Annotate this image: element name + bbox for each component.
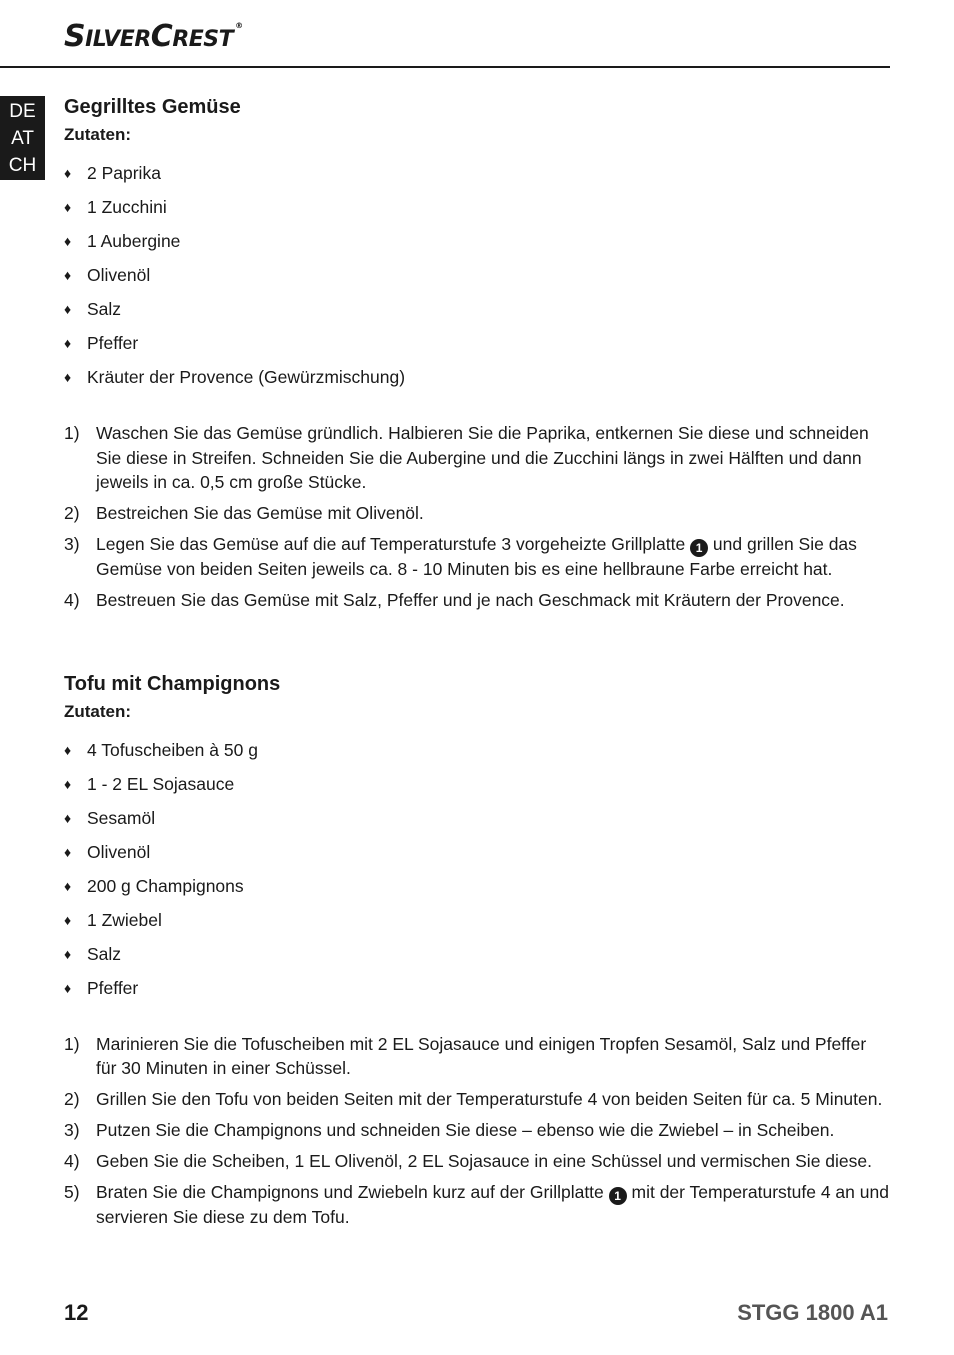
- list-item: ♦ Sesamöl: [64, 801, 890, 835]
- lang-de: DE: [9, 100, 36, 122]
- silvercrest-logo: SILVERCREST®: [64, 19, 243, 54]
- page-content: [64, 92, 890, 1236]
- diamond-bullet-icon: ♦: [64, 843, 72, 860]
- step-item: 4) Geben Sie die Scheiben, 1 EL Olivenöl, 2 EL Sojasauce in eine Schüssel und vermischen Sie diese.: [64, 1151, 872, 1171]
- header-rule: [0, 66, 890, 68]
- step-item: 3) Legen Sie das Gemüse auf die auf Temperaturstufe 3 vorgeheizte Grillplatte 1 und grillen Sie das Gemüse von beiden Seiten jeweils ca. 8 - 10 Minuten bis es eine hellbraune Farbe erreicht hat.: [64, 534, 857, 579]
- page-number: 12: [64, 1300, 89, 1325]
- list-item: ♦ Salz: [64, 937, 890, 971]
- ingredients-label: Zutaten:: [64, 125, 132, 144]
- list-item: ♦ Pfeffer: [64, 326, 890, 360]
- section-title: Tofu mit Champignons: [64, 672, 281, 695]
- step-list: [64, 1032, 890, 1230]
- diamond-bullet-icon: ♦: [64, 165, 72, 181]
- diamond-bullet-icon: ♦: [64, 369, 72, 385]
- grill-plate-marker-icon: 1: [609, 1187, 627, 1205]
- list-item: ♦ 200 g Champignons: [64, 869, 890, 903]
- list-item: ♦ 2 Paprika: [64, 156, 890, 190]
- list-item: ♦ 1 Zucchini: [64, 190, 890, 224]
- model-number: STGG 1800 A1: [737, 1300, 888, 1325]
- diamond-bullet-icon: ♦: [64, 335, 72, 351]
- list-item: ♦ Pfeffer: [64, 971, 890, 1005]
- diamond-bullet-icon: ♦: [64, 775, 72, 792]
- list-item: ♦ 1 Aubergine: [64, 224, 890, 258]
- step-item: 5) Braten Sie die Champignons und Zwiebeln kurz auf der Grillplatte 1 mit der Temperaturstufe 4 an und servieren Sie diese zu dem Tofu.: [64, 1182, 889, 1227]
- step-item: 2) Bestreichen Sie das Gemüse mit Olivenöl.: [64, 503, 424, 523]
- language-tab: [0, 96, 45, 180]
- list-item: ♦ Olivenöl: [64, 258, 890, 292]
- diamond-bullet-icon: ♦: [64, 267, 72, 283]
- diamond-bullet-icon: ♦: [64, 199, 72, 215]
- step-item: 4) Bestreuen Sie das Gemüse mit Salz, Pfeffer und je nach Geschmack mit Kräutern der Provence.: [64, 590, 845, 610]
- diamond-bullet-icon: ♦: [64, 741, 72, 758]
- step-list: [64, 421, 890, 613]
- list-item: ♦ Olivenöl: [64, 835, 890, 869]
- grill-plate-marker-icon: 1: [690, 539, 708, 557]
- diamond-bullet-icon: ♦: [64, 911, 72, 928]
- ingredients-label: Zutaten:: [64, 701, 132, 721]
- diamond-bullet-icon: ♦: [64, 233, 72, 249]
- diamond-bullet-icon: ♦: [64, 979, 72, 996]
- lang-ch: CH: [8, 154, 37, 176]
- list-item: ♦ 1 Zwiebel: [64, 903, 890, 937]
- list-item: ♦ Salz: [64, 292, 890, 326]
- diamond-bullet-icon: ♦: [64, 301, 72, 317]
- ingredient-list: [64, 156, 890, 394]
- list-item: ♦ 4 Tofuscheiben à 50 g: [64, 733, 890, 767]
- step-item: 1) Marinieren Sie die Tofuscheiben mit 2 EL Sojasauce und einigen Tropfen Sesamöl, Salz und Pfeffer für 30 Minuten in einer Schüssel.: [64, 1033, 867, 1078]
- section-title: Gegrilltes Gemüse: [64, 96, 241, 118]
- step-item: 3) Putzen Sie die Champignons und schneiden Sie diese – ebenso wie die Zwiebel – in Scheiben.: [64, 1120, 835, 1140]
- diamond-bullet-icon: ♦: [64, 809, 72, 826]
- diamond-bullet-icon: ♦: [64, 877, 72, 894]
- list-item: ♦ 1 - 2 EL Sojasauce: [64, 767, 890, 801]
- ingredient-list: [64, 733, 890, 1005]
- lang-at: AT: [11, 127, 34, 149]
- step-item: 2) Grillen Sie den Tofu von beiden Seiten mit der Temperaturstufe 4 von beiden Seiten für ca. 5 Minuten.: [64, 1089, 883, 1109]
- list-item: ♦ Kräuter der Provence (Gewürzmischung): [64, 360, 890, 394]
- diamond-bullet-icon: ♦: [64, 945, 72, 962]
- step-item: 1) Waschen Sie das Gemüse gründlich. Halbieren Sie die Paprika, entkernen Sie diese und schneiden Sie diese in Streifen. Schneiden Sie die Aubergine und die Zucchini längs in zwei Hälften und dann jeweils in ca. 0,5 cm große Stücke.: [64, 423, 869, 492]
